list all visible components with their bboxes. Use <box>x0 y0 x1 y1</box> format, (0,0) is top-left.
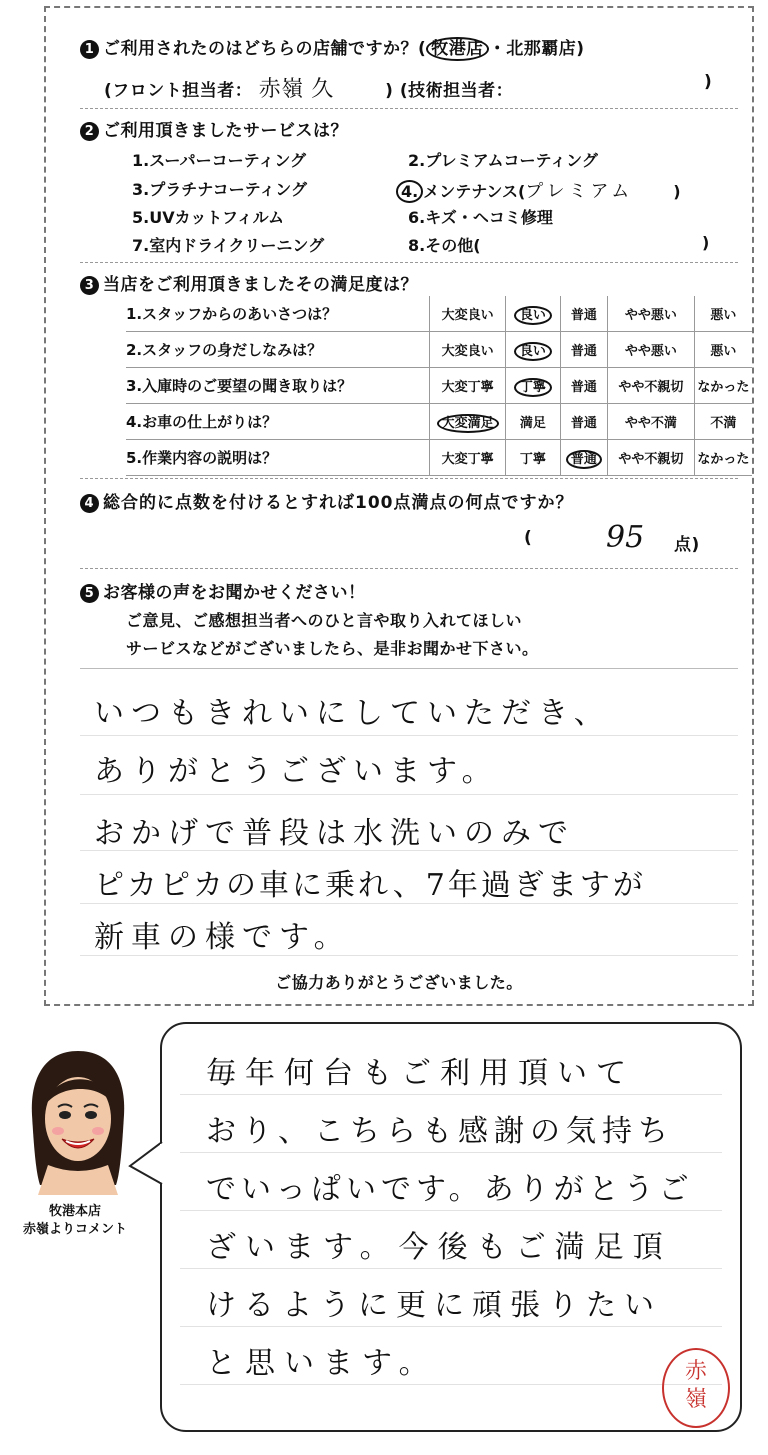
option: 普通 <box>560 368 607 404</box>
ruled-line <box>180 1152 722 1153</box>
staff-caption <box>20 1203 130 1239</box>
service-6: 6.キズ・ヘコミ修理 <box>408 208 553 227</box>
selected-mark: 良い <box>514 342 552 361</box>
option: 不満 <box>694 404 752 440</box>
reply-line-1: 毎年何台もご利用頂いて <box>206 1056 635 1091</box>
service-4 <box>396 177 681 203</box>
option: やや不親切 <box>608 368 695 404</box>
satisfaction-table <box>126 296 752 476</box>
reply-line-2: おり、こちらも感謝の気持ち <box>206 1114 674 1149</box>
store-selected: 牧港店 <box>426 37 489 61</box>
option: やや不満 <box>608 404 695 440</box>
tech-staff-close: ) <box>704 72 713 92</box>
row-question: 1.スタッフからのあいさつは？ <box>126 296 430 332</box>
service-1: 1.スーパーコーティング <box>132 151 307 170</box>
bubble-tail <box>128 1140 164 1188</box>
service-7: 7.室内ドライクリーニング <box>132 236 325 255</box>
question-5-sub2: サービスなどがございましたら、是非お聞かせ下さい。 <box>126 639 539 658</box>
service-2: 2.プレミアムコーティング <box>408 151 598 170</box>
option: 大変丁寧 <box>430 440 506 476</box>
question-2-number: 2 <box>80 122 99 141</box>
ruled-line <box>180 1268 722 1269</box>
comment-line-4: ピカピカの車に乗れ、7年過ぎますが <box>94 868 646 903</box>
divider <box>80 668 738 669</box>
option-selected <box>505 296 560 332</box>
store-other: 北那覇店 <box>506 39 577 59</box>
question-1 <box>80 34 585 59</box>
option: 普通 <box>560 332 607 368</box>
ruled-line <box>80 955 738 956</box>
option: やや悪い <box>608 296 695 332</box>
question-5-sub1: ご意見、ご感想担当者へのひと言や取り入れてほしい <box>126 611 523 630</box>
seal-top: 赤 <box>684 1359 707 1384</box>
front-staff-value: 赤嶺 久 <box>258 77 334 102</box>
service-8: 8.その他( <box>408 236 481 255</box>
question-1-text: ご利用されたのはどちらの店舗ですか？( <box>103 39 427 59</box>
option: なかった <box>694 440 752 476</box>
service-4-label: メンテナンス( <box>423 182 526 201</box>
selected-mark: 大変満足 <box>437 414 499 433</box>
option: 悪い <box>694 296 752 332</box>
question-2-text: ご利用頂きましたサービスは？ <box>103 121 348 141</box>
staff-line <box>104 72 513 103</box>
row-question: 4.お車の仕上がりは？ <box>126 404 430 440</box>
option-selected <box>505 332 560 368</box>
reply-line-3: でいっぱいです。ありがとうご <box>206 1172 694 1207</box>
table-row <box>126 404 752 440</box>
store-close: ) <box>576 39 585 59</box>
service-5: 5.UVカットフィルム <box>132 208 285 227</box>
comment-line-3: おかげで普段は水洗いのみで <box>94 816 575 851</box>
question-5-text: お客様の声をお聞かせください！ <box>103 583 366 603</box>
service-4-detail: プレミアム <box>525 181 634 202</box>
staff-reply-bubble <box>160 1022 742 1432</box>
option-selected <box>505 368 560 404</box>
question-2 <box>80 116 348 141</box>
score-open: ( <box>524 528 533 548</box>
question-3-text: 当店をご利用頂きましたその満足度は？ <box>103 275 418 295</box>
tech-staff-label: (技術担当者： <box>399 81 514 101</box>
question-4-number: 4 <box>80 494 99 513</box>
staff-caption-note: 赤嶺よりコメント <box>22 1222 127 1237</box>
selected-mark: 普通 <box>566 450 602 469</box>
table-row <box>126 368 752 404</box>
score-value: 95 <box>606 520 645 555</box>
survey-form <box>44 6 754 1006</box>
option: 悪い <box>694 332 752 368</box>
ruled-line <box>80 735 738 736</box>
row-question: 2.スタッフの身だしなみは？ <box>126 332 430 368</box>
comment-line-5: 新車の様です。 <box>94 920 351 955</box>
option: 大変良い <box>430 332 506 368</box>
option: なかった <box>694 368 752 404</box>
ruled-line <box>180 1326 722 1327</box>
option: 満足 <box>505 404 560 440</box>
question-4 <box>80 488 574 513</box>
question-1-number: 1 <box>80 40 99 59</box>
row-question: 5.作業内容の説明は？ <box>126 440 430 476</box>
selected-mark: 丁寧 <box>514 378 552 397</box>
divider <box>80 108 738 109</box>
table-row <box>126 296 752 332</box>
option: 大変丁寧 <box>430 368 506 404</box>
store-separator: ・ <box>488 39 507 59</box>
comment-line-1: いつもきれいにしていただき、 <box>94 696 611 731</box>
divider <box>80 568 738 569</box>
option: 大変良い <box>430 296 506 332</box>
table-row <box>126 332 752 368</box>
selected-mark: 良い <box>514 306 552 325</box>
table-row <box>126 440 752 476</box>
divider <box>80 478 738 479</box>
question-4-text: 総合的に点数を付けるとすれば100点満点の何点ですか？ <box>103 493 574 513</box>
service-3: 3.プラチナコーティング <box>132 180 307 199</box>
ruled-line <box>180 1384 722 1385</box>
front-staff-close: ) <box>385 81 394 101</box>
option-selected <box>560 440 607 476</box>
staff-avatar <box>22 1045 134 1195</box>
option: やや不親切 <box>608 440 695 476</box>
option-selected <box>430 404 506 440</box>
score-unit: 点) <box>674 535 700 555</box>
service-8-close: ) <box>702 233 710 252</box>
ruled-line <box>80 794 738 795</box>
reply-line-5: けるように更に頑張りたい <box>206 1288 662 1323</box>
row-question: 3.入庫時のご要望の聞き取りは？ <box>126 368 430 404</box>
service-4-number: 4. <box>396 180 423 203</box>
ruled-line <box>180 1210 722 1211</box>
reply-line-6: と思います。 <box>206 1346 438 1381</box>
reply-line-4: ざいます。今後もご満足頂 <box>206 1230 672 1265</box>
option: 丁寧 <box>505 440 560 476</box>
name-seal <box>662 1348 730 1428</box>
staff-caption-store: 牧港本店 <box>48 1204 101 1219</box>
question-5-number: 5 <box>80 584 99 603</box>
option: やや悪い <box>608 332 695 368</box>
ruled-line <box>80 850 738 851</box>
question-5 <box>80 578 366 603</box>
front-staff-label: (フロント担当者： <box>104 81 253 101</box>
option: 普通 <box>560 404 607 440</box>
ruled-line <box>180 1094 722 1095</box>
comment-line-2: ありがとうございます。 <box>94 754 499 789</box>
ruled-line <box>80 903 738 904</box>
option: 普通 <box>560 296 607 332</box>
question-3-number: 3 <box>80 276 99 295</box>
service-4-close: ) <box>673 182 681 201</box>
seal-bottom: 嶺 <box>684 1387 707 1412</box>
thanks-message: ご協力ありがとうございました。 <box>275 973 523 992</box>
question-3 <box>80 270 418 295</box>
divider <box>80 262 738 263</box>
